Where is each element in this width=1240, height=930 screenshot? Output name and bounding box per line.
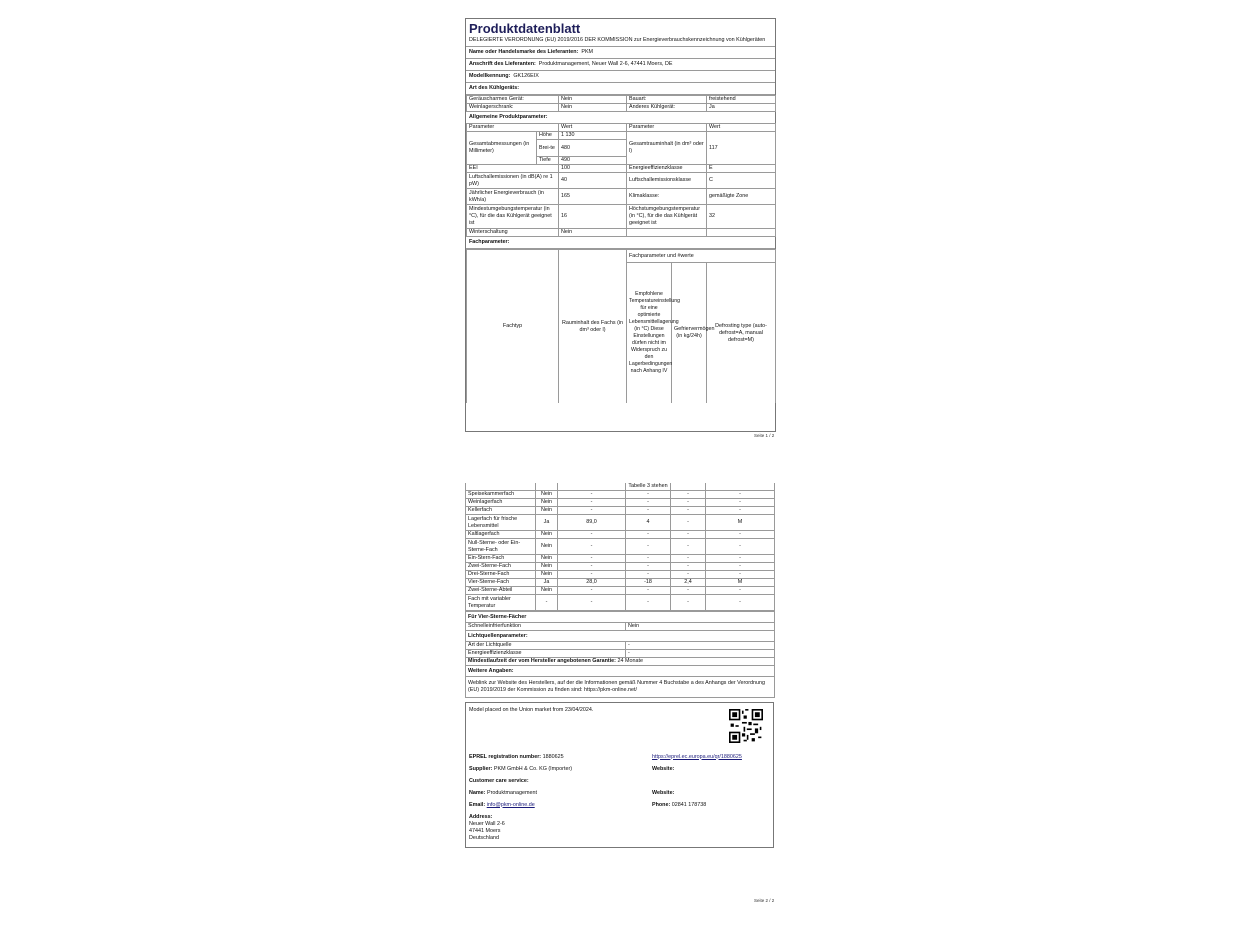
comp-fr-cell: -: [671, 595, 706, 611]
email-link[interactable]: info@pkm-online.de: [486, 801, 535, 808]
cell: Anderes Kühlgerät:: [627, 104, 707, 112]
mintemp-label: Mindestumgebungstemperatur (in °C), für die das Kühlgerät geeignet ist: [467, 205, 559, 229]
eprel-value: 1880625: [542, 753, 564, 760]
care-label: Customer care service:: [469, 777, 529, 784]
table-row: [466, 507, 775, 515]
comp-fr-cell: 2,4: [671, 579, 706, 587]
datasheet-page-2: [465, 483, 774, 848]
comp-name-cell: Kellerfach: [466, 507, 536, 515]
noiseclass-label: Luftschallemissionsklasse: [627, 173, 707, 189]
header-type: Fachtyp: [467, 250, 559, 404]
comp-vol-cell: -: [558, 563, 626, 571]
eclass-value: E: [707, 165, 776, 173]
winter-value: Nein: [559, 229, 627, 237]
general-params-table: [466, 123, 776, 237]
comp-yn-cell: Ja: [536, 579, 558, 587]
comp-fr-cell: -: [671, 539, 706, 555]
eprel-link[interactable]: https://eprel.ec.europa.eu/qr/1880625: [652, 753, 742, 760]
light-heading: Lichtquellenparameter:: [466, 631, 775, 642]
extra-table: [465, 611, 775, 698]
comp-temp-cell: -: [626, 539, 671, 555]
comp-df-cell: -: [706, 539, 775, 555]
light-type-label: Art der Lichtquelle: [466, 642, 626, 650]
comp-name-cell: Kaltlagerfach: [466, 531, 536, 539]
phone-label: Phone:: [652, 801, 671, 808]
climate-value: gemäßigte Zone: [707, 189, 776, 205]
comp-yn-cell: -: [536, 595, 558, 611]
winter-label: Winterschaltung: [467, 229, 559, 237]
type-table: [466, 95, 776, 112]
comp-df-cell: -: [706, 555, 775, 563]
light-class-label: Energieeffizienzklasse: [466, 650, 626, 658]
comp-df-cell: M: [706, 515, 775, 531]
comp-vol-cell: -: [558, 507, 626, 515]
dim-value: 480: [559, 140, 627, 157]
website-label: Website:: [652, 765, 675, 772]
address-line: Deutschland: [469, 835, 499, 841]
table-row: [466, 539, 775, 555]
table-continuation: Tabelle 3 stehen: [626, 483, 671, 491]
comp-yn-cell: Nein: [536, 499, 558, 507]
comp-yn-cell: Ja: [536, 515, 558, 531]
energy-label: Jährlicher Energieverbrauch (in kWh/a): [467, 189, 559, 205]
eprel-box: [465, 702, 774, 848]
four-star-heading: Für Vier-Sterne-Fächer: [466, 612, 775, 623]
comp-df-cell: -: [706, 595, 775, 611]
qr-code-icon[interactable]: [729, 709, 763, 743]
name-label: Name:: [469, 789, 486, 796]
comp-fr-cell: -: [671, 491, 706, 499]
cell: Ja: [707, 104, 776, 112]
table-row: [466, 555, 775, 563]
comp-temp-cell: -: [626, 555, 671, 563]
light-class-value: -: [626, 650, 775, 658]
page-number: Seite 2 / 2: [754, 898, 775, 903]
address-line: Neuer Wall 2-6: [469, 821, 505, 827]
comp-df-cell: -: [706, 507, 775, 515]
fastfreeze-value: Nein: [626, 623, 775, 631]
energy-value: 165: [559, 189, 627, 205]
dim-key: Tiefe: [537, 157, 559, 165]
comp-temp-cell: -: [626, 571, 671, 579]
comp-df-cell: -: [706, 587, 775, 595]
col-value: Wert: [559, 124, 627, 132]
email-label: Email:: [469, 801, 486, 808]
comp-df-cell: -: [706, 563, 775, 571]
dim-key: Höhe: [537, 132, 559, 140]
header-volume: Rauminhalt des Fachs (in dm³ oder l): [559, 250, 627, 404]
comp-name-cell: Vier-Sterne-Fach: [466, 579, 536, 587]
comp-name-cell: Speisekammerfach: [466, 491, 536, 499]
noise-value: 40: [559, 173, 627, 189]
comp-yn-cell: Nein: [536, 507, 558, 515]
comp-df-cell: M: [706, 579, 775, 587]
name-value: Produktmanagement: [486, 789, 538, 796]
weblink-text: Weblink zur Website des Herstellers, auf der die Informationen gemäß Nummer 4 Buchstabe a des Anhangs der Verordnung (EU) 2019/2019 der Kommission zu finden sind:: [468, 680, 766, 693]
type-heading: Art des Kühlgeräts:: [466, 83, 775, 95]
comp-name-cell: Zwei-Sterne-Fach: [466, 563, 536, 571]
table-row: [466, 579, 775, 587]
maxtemp-value: 32: [707, 205, 776, 229]
comp-fr-cell: -: [671, 563, 706, 571]
comp-vol-cell: -: [558, 531, 626, 539]
comp-yn-cell: Nein: [536, 491, 558, 499]
comp-yn-cell: Nein: [536, 563, 558, 571]
dim-value: 1 130: [559, 132, 627, 140]
regulation-text: DELEGIERTE VERORDNUNG (EU) 2019/2016 DER KOMMISSION zur Energieverbrauchskennzeichnung von Kühlgeräten: [466, 37, 775, 47]
comp-df-cell: -: [706, 531, 775, 539]
cell: Nein: [559, 104, 627, 112]
comp-df-cell: -: [706, 491, 775, 499]
comp-vol-cell: -: [558, 499, 626, 507]
comp-name-cell: Weinlagerfach: [466, 499, 536, 507]
cell: freistehend: [707, 96, 776, 104]
table-row: [466, 571, 775, 579]
volume-label: Gesamtrauminhalt (in dm³ oder l): [627, 132, 707, 165]
supplier-label: Supplier:: [469, 765, 493, 772]
table-row: [466, 531, 775, 539]
comp-fr-cell: -: [671, 555, 706, 563]
address-line: 47441 Moers: [469, 828, 501, 834]
col-param: Parameter: [627, 124, 707, 132]
comp-yn-cell: Nein: [536, 571, 558, 579]
comp-temp-cell: -: [626, 531, 671, 539]
market-text: Model placed on the Union market from 23/04/2024.: [469, 707, 594, 713]
comp-yn-cell: Nein: [536, 531, 558, 539]
eei-value: 100: [559, 165, 627, 173]
noiseclass-value: C: [707, 173, 776, 189]
table-row: [466, 491, 775, 499]
comp-vol-cell: 28,0: [558, 579, 626, 587]
eprel-label: EPREL registration number:: [469, 753, 542, 760]
model-value: GK126EIX: [513, 73, 539, 79]
comp-heading: Fachparameter:: [466, 237, 775, 249]
eei-label: EEI: [467, 165, 559, 173]
noise-label: Luftschallemissionen (in dB(A) re 1 pW): [467, 173, 559, 189]
comp-temp-cell: -18: [626, 579, 671, 587]
compartments-table: [465, 483, 775, 611]
table-row: [466, 595, 775, 611]
table-row: [466, 563, 775, 571]
comp-name-cell: Null-Sterne- oder Ein-Sterne-Fach: [466, 539, 536, 555]
header-temp: Empfohlene Temperatureinstellung für eine optimierte Lebensmittellagerung (in °C) Diese Einstellungen dürfen nicht im Widerspruch zu den Lagerbedingungen nach Anhang IV: [627, 263, 672, 403]
address-value: Produktmanagement, Neuer Wall 2-6, 47441 Moers, DE: [538, 61, 673, 67]
phone-value: 02841 178738: [671, 801, 707, 808]
col-param: Parameter: [467, 124, 559, 132]
comp-header-table: [466, 249, 776, 403]
table-row: [467, 96, 776, 104]
comp-name-cell: Ein-Stern-Fach: [466, 555, 536, 563]
comp-temp-cell: -: [626, 491, 671, 499]
eclass-label: Energieeffizienzklasse: [627, 165, 707, 173]
comp-fr-cell: -: [671, 531, 706, 539]
website2-label: Website:: [652, 789, 675, 796]
comp-vol-cell: -: [558, 571, 626, 579]
comp-fr-cell: -: [671, 507, 706, 515]
table-row: [466, 587, 775, 595]
header-defrost: Defrosting type (auto-defrost=A, manual defrost=M): [707, 263, 776, 403]
supplier-value: PKM GmbH & Co. KG (Importer): [493, 765, 573, 772]
comp-df-cell: -: [706, 571, 775, 579]
volume-value: 117: [707, 132, 776, 165]
comp-vol-cell: 89,0: [558, 515, 626, 531]
fastfreeze-label: Schnelleinfrierfunktion: [466, 623, 626, 631]
cell: Weinlagerschrank:: [467, 104, 559, 112]
col-value: Wert: [707, 124, 776, 132]
comp-yn-cell: Nein: [536, 587, 558, 595]
light-type-value: -: [626, 642, 775, 650]
comp-temp-cell: 4: [626, 515, 671, 531]
comp-fr-cell: -: [671, 571, 706, 579]
comp-vol-cell: -: [558, 539, 626, 555]
more-heading: Weitere Angaben:: [466, 666, 775, 677]
page-title: Produktdatenblatt: [469, 21, 581, 36]
comp-temp-cell: -: [626, 587, 671, 595]
header-freeze: Gefriervermögen (in kg/24h): [672, 263, 707, 403]
table-row: [466, 499, 775, 507]
comp-temp-cell: -: [626, 595, 671, 611]
comp-fr-cell: -: [671, 515, 706, 531]
comp-vol-cell: -: [558, 491, 626, 499]
general-heading: Allgemeine Produktparameter:: [469, 114, 548, 120]
header-group: Fachparameter und #werte: [627, 250, 776, 263]
table-row: [466, 515, 775, 531]
supplier-label: Name oder Handelsmarke des Lieferanten:: [469, 49, 579, 55]
dim-key: Brei-te: [537, 140, 559, 157]
comp-temp-cell: -: [626, 507, 671, 515]
mintemp-value: 16: [559, 205, 627, 229]
dims-label: Gesamtabmessungen (in Millimeter): [467, 132, 537, 165]
comp-df-cell: -: [706, 499, 775, 507]
comp-name-cell: Zwei-Sterne-Abteil: [466, 587, 536, 595]
warranty-label: Mindestlaufzeit der vom Hersteller angebotenen Garantie:: [468, 658, 616, 664]
model-label: Modellkennung:: [469, 73, 511, 79]
supplier-value: PKM: [581, 49, 594, 55]
weblink-url[interactable]: https://pkm-online.net/: [583, 687, 638, 693]
comp-fr-cell: -: [671, 499, 706, 507]
cell: Nein: [559, 96, 627, 104]
comp-fr-cell: -: [671, 587, 706, 595]
comp-yn-cell: Nein: [536, 555, 558, 563]
address-label: Address:: [469, 814, 493, 820]
comp-name-cell: Lagerfach für frische Lebensmittel: [466, 515, 536, 531]
eprel-info: [467, 751, 772, 842]
datasheet-page-1: [465, 18, 776, 432]
comp-temp-cell: -: [626, 499, 671, 507]
comp-vol-cell: -: [558, 595, 626, 611]
comp-yn-cell: Nein: [536, 539, 558, 555]
comp-vol-cell: -: [558, 587, 626, 595]
warranty-value: 24 Monate: [617, 658, 643, 664]
cell: Geräuscharmes Gerät:: [467, 96, 559, 104]
address-label: Anschrift des Lieferanten:: [469, 61, 536, 67]
climate-label: Klimaklasse:: [627, 189, 707, 205]
cell: Bauart:: [627, 96, 707, 104]
page-number: Seite 1 / 2: [754, 433, 775, 438]
table-row: [467, 104, 776, 112]
dim-value: 490: [559, 157, 627, 165]
comp-vol-cell: -: [558, 555, 626, 563]
comp-name-cell: Fach mit variabler Temperatur: [466, 595, 536, 611]
maxtemp-label: Höchstumgebungstemperatur (in °C), für die das Kühlgerät geeignet ist: [627, 205, 707, 229]
comp-temp-cell: -: [626, 563, 671, 571]
comp-name-cell: Drei-Sterne-Fach: [466, 571, 536, 579]
